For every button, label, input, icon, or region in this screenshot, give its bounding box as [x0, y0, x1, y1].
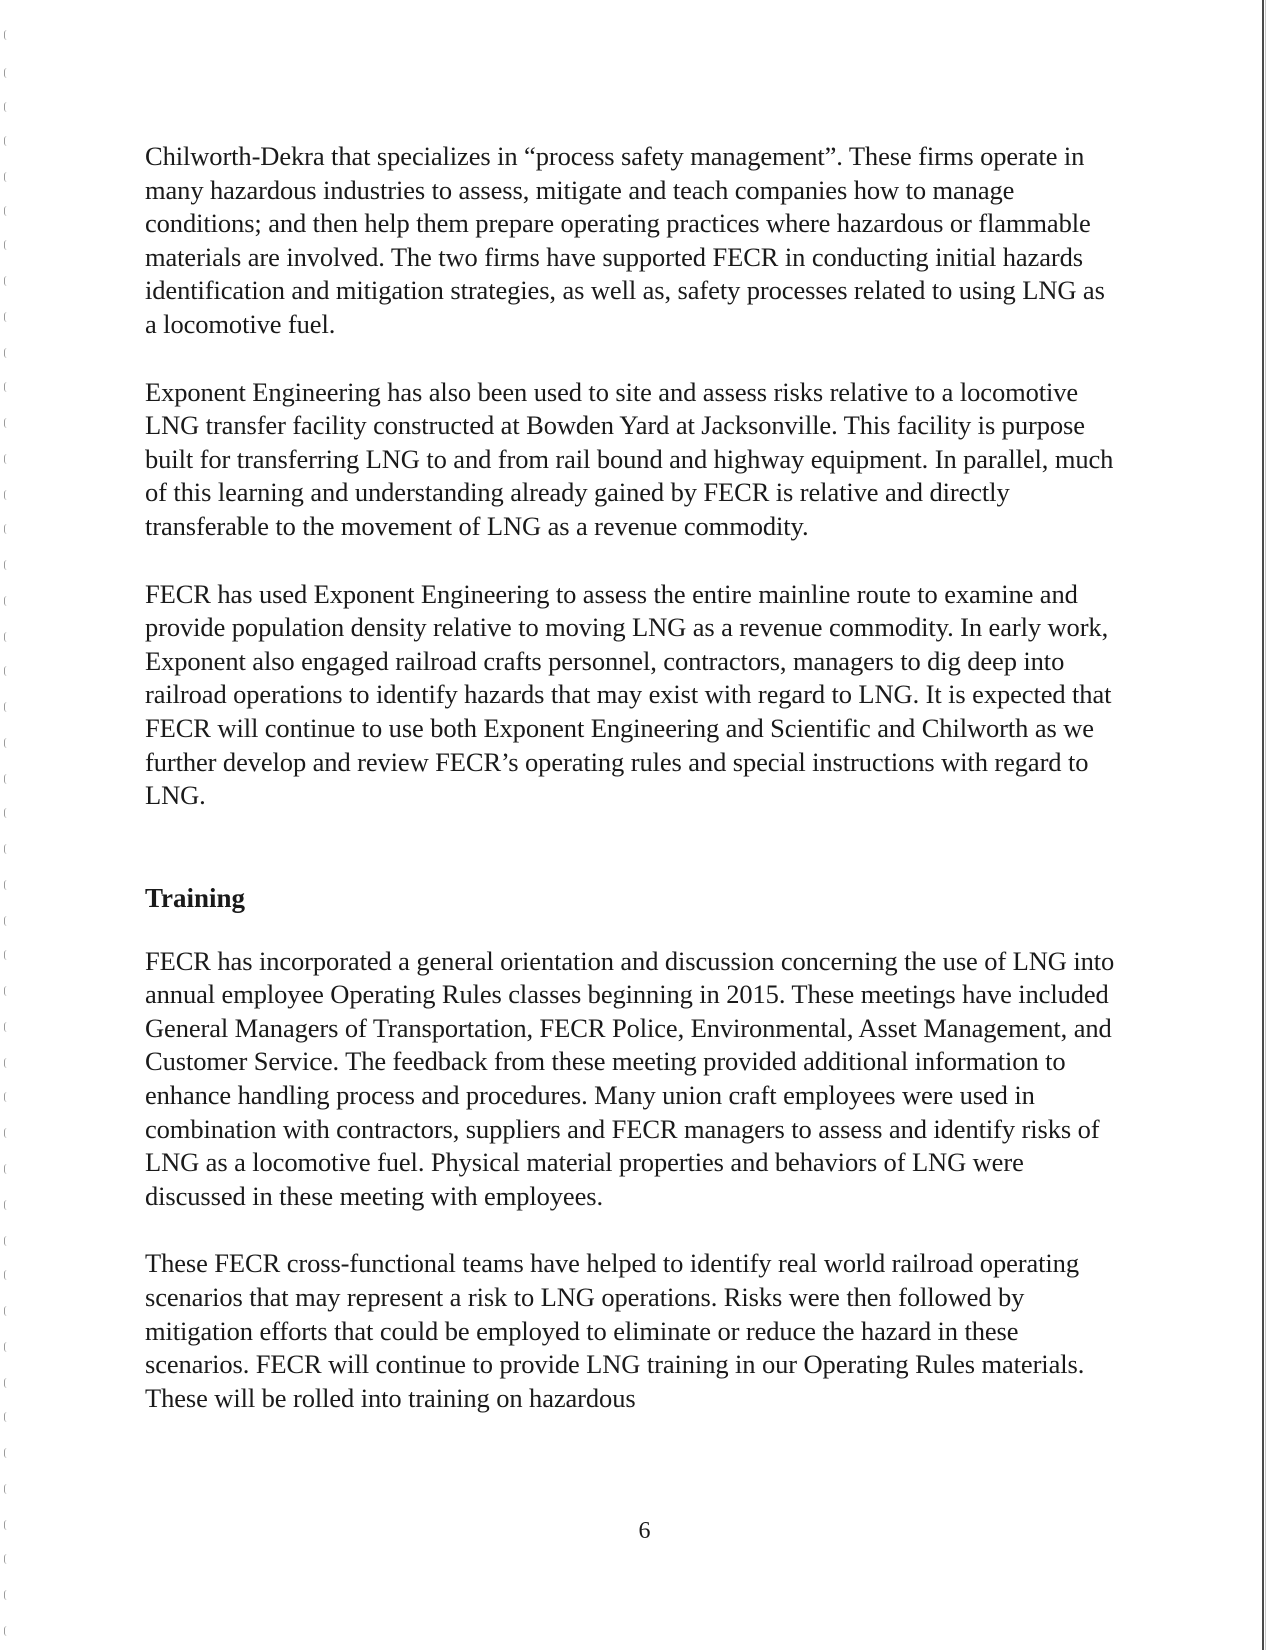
scan-right-border-shadow	[1265, 0, 1266, 1650]
scan-right-border	[1262, 0, 1264, 1650]
paragraph-bowden-yard: Exponent Engineering has also been used to site and assess risks relative to a locomotive LNG transfer facility constructed at Bowden Yard at Jacksonville. This facility is purpose built for transferring LNG to and from rail bound and highway equipment. In parallel, much of this learning and understanding already gained by FECR is relative and directly transferable to the movement of LNG as a revenue commodity.	[145, 376, 1114, 541]
paragraph-training-orientation: FECR has incorporated a general orientation and discussion concerning the use of LNG into annual employee Operating Rules classes beginning in 2015. These meetings have included General Managers of Transportation, FECR Police, Environmental, Asset Management, and Customer Service. The feedback from these meeting provided additional information to enhance handling process and procedures. Many union craft employees were used in combination with contractors, suppliers and FECR managers to assess and identify risks of LNG as a locomotive fuel. Physical material properties and behaviors of LNG were discussed in these meeting with employees.	[145, 945, 1115, 1211]
paragraph-chilworth: Chilworth-Dekra that specializes in “process safety management”. These firms operate in many hazardous industries to assess, mitigate and teach companies how to manage conditions; and then help them prepare operating practices where hazardous or flammable materials are involved. The two firms have supported FECR in conducting initial hazards identification and mitigation strategies, as well as, safety processes related to using LNG as a locomotive fuel.	[145, 141, 1105, 339]
paragraph-cross-functional-teams: These FECR cross-functional teams have helped to identify real world railroad operating scenarios that may represent a risk to LNG operations. Risks were then followed by mitigation efforts that could be employed to eliminate or reduce the hazard in these scenarios. FECR will continue to provide LNG training in our Operating Rules materials. These will be rolled into training on hazardous	[145, 1248, 1085, 1413]
paragraph-mainline-route: FECR has used Exponent Engineering to assess the entire mainline route to examine and provide population density relative to moving LNG as a revenue commodity. In early work, Exponent also engaged railroad crafts personnel, contractors, managers to dig deep into railroad operations to identify hazards that may exist with regard to LNG. It is expected that FECR will continue to use both Exponent Engineering and Scientific and Chilworth as we further develop and review FECR’s operating rules and special instructions with regard to LNG.	[145, 578, 1112, 811]
scan-edge-marks	[4, 30, 14, 1640]
page-number: 6	[638, 1518, 651, 1544]
document-body	[145, 140, 1120, 1415]
section-heading-training: Training	[145, 882, 246, 913]
